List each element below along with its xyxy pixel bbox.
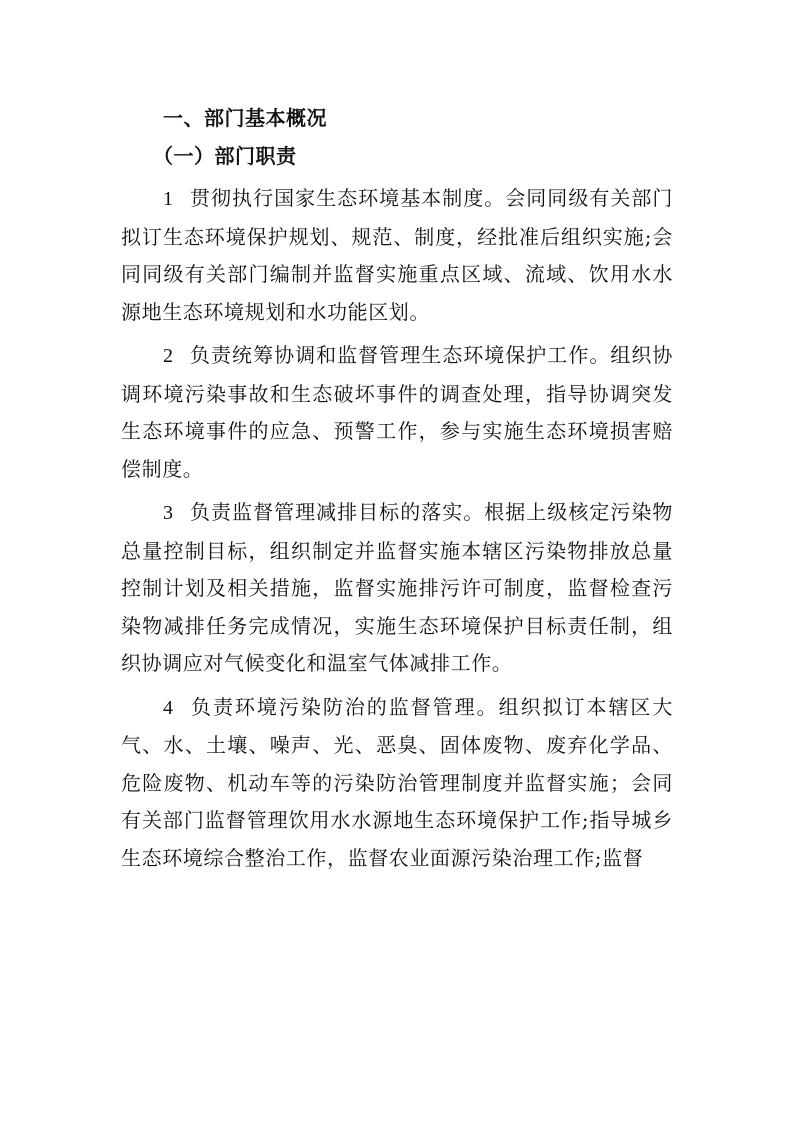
paragraph-2 <box>121 337 673 488</box>
paragraph-text: 贯彻执行国家生态环境基本制度。会同同级有关部门拟订生态环境保护规划、规范、制度，经批准后组织实施;会同同级有关部门编制并监督实施重点区域、流域、饮用水水源地生态环境规划和水功能区划。 <box>121 186 673 324</box>
paragraph-number: 2 <box>163 345 174 367</box>
document-content <box>121 100 673 877</box>
paragraph-text: 负责统筹协调和监督管理生态环境保护工作。组织协调环境污染事故和生态破坏事件的调查处理，指导协调突发生态环境事件的应急、预警工作，参与实施生态环境损害赔偿制度。 <box>121 343 673 481</box>
paragraph-number: 1 <box>163 188 174 210</box>
paragraph-text: 负责环境污染防治的监督管理。组织拟订本辖区大气、水、土壤、噪声、光、恶臭、固体废物、废弃化学品、危险废物、机动车等的污染防治管理制度并监督实施；会同有关部门监督管理饮用水水源地生态环境保护工作;指导城乡生态环境综合整治工作，监督农业面源污染治理工作;监督 <box>121 694 673 870</box>
paragraph-3 <box>121 494 673 683</box>
paragraph-number: 4 <box>163 696 174 719</box>
section-heading: 一、部门基本概况 <box>163 106 327 130</box>
paragraph-4 <box>121 689 673 878</box>
paragraph-number: 3 <box>163 502 174 524</box>
paragraph-text: 负责监督管理减排目标的落实。根据上级核定污染物总量控制目标，组织制定并监督实施本辖区污染物排放总量控制计划及相关措施，监督实施排污许可制度，监督检查污染物减排任务完成情况，实施生态环境保护目标责任制，组织协调应对气候变化和温室气体减排工作。 <box>121 500 673 675</box>
subsection-heading: （一）部门职责 <box>153 144 297 168</box>
paragraph-1 <box>121 180 673 331</box>
